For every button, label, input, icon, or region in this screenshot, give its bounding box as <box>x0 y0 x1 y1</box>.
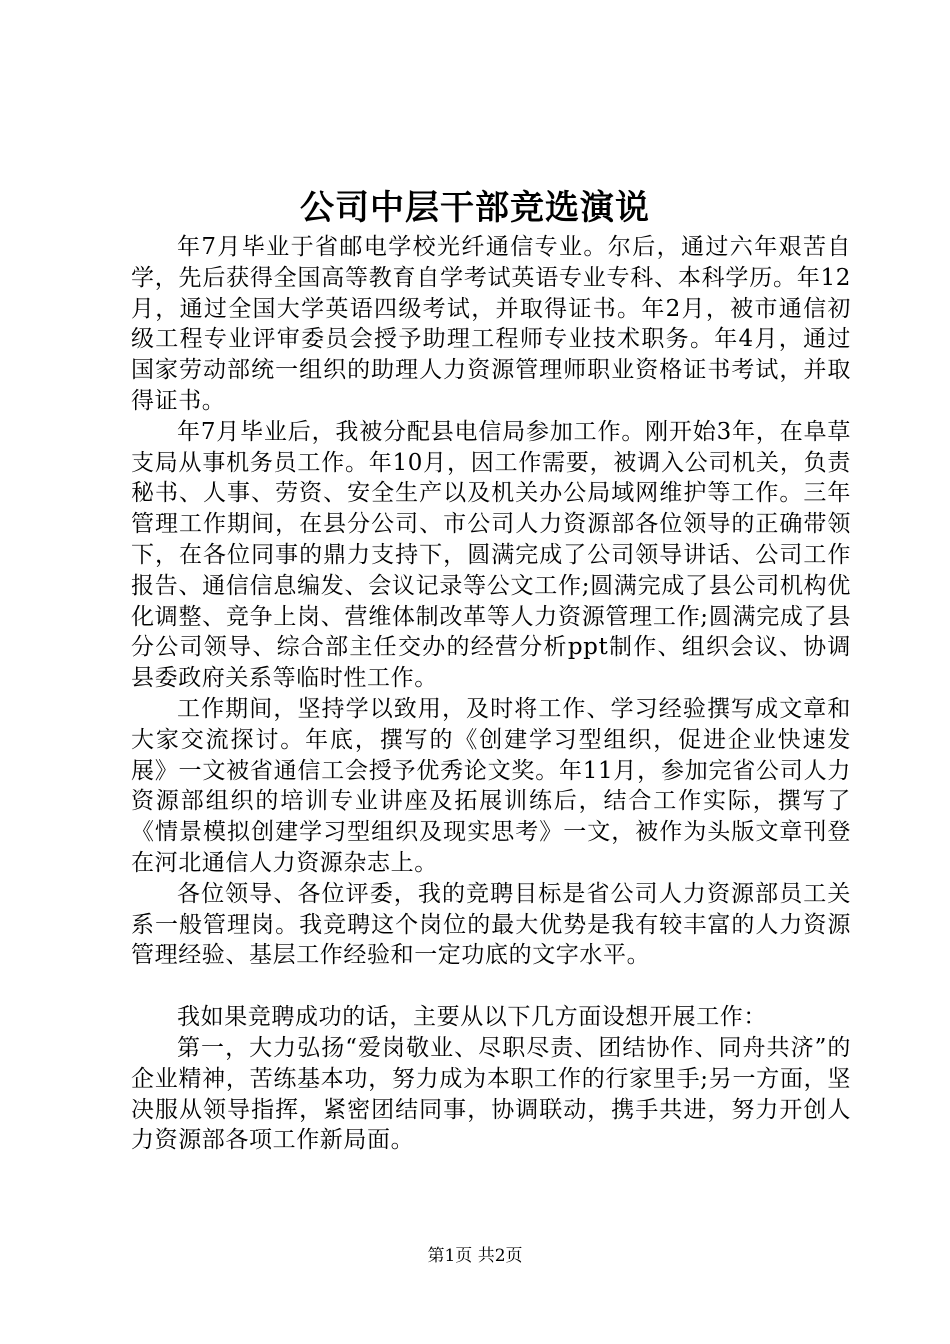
paragraph-work-experience: 年7月毕业后，我被分配县电信局参加工作。刚开始3年，在阜草支局从事机务员工作。年10月，因工作需要，被调入公司机关，负责秘书、人事、劳资、安全生产以及机关办公局域网维护等工作。三年管理工作期间，在县分公司、市公司人力资源部各位领导的正确带领下，在各位同事的鼎力支持下，圆满完成了公司领导讲话、公司工作报告、通信信息编发、会议记录等公文工作;圆满完成了县公司机构优化调整、竞争上岗、营维体制改革等人力资源管理工作;圆满完成了县分公司领导、综合部主任交办的经营分析ppt制作、组织会议、协调县委政府关系等临时性工作。 <box>131 418 851 692</box>
paragraph-plan-intro: 我如果竞聘成功的话，主要从以下几方面设想开展工作： <box>177 1004 767 1031</box>
page-footer: 第1页 共2页 <box>427 1246 523 1266</box>
paragraph-writing-achievements: 工作期间，坚持学以致用，及时将工作、学习经验撰写成文章和大家交流探讨。年底，撰写的《创建学习型组织，促进企业快速发展》一文被省通信工会授予优秀论文奖。年11月，参加完省公司人力资源部组织的培训专业讲座及拓展训练后，结合工作实际，撰写了《情景模拟创建学习型组织及现实思考》一文，被作为头版文章刊登在河北通信人力资源杂志上。 <box>131 695 851 876</box>
paragraph-education: 年7月毕业于省邮电学校光纤通信专业。尔后，通过六年艰苦自学，先后获得全国高等教育自学考试英语专业专科、本科学历。年12月，通过全国大学英语四级考试，并取得证书。年2月，被市通信初级工程专业评审委员会授予助理工程师专业技术职务。年4月，通过国家劳动部统一组织的助理人力资源管理师职业资格证书考试，并取得证书。 <box>131 234 851 414</box>
paragraph-plan-first: 第一，大力弘扬“爱岗敬业、尽职尽责、团结协作、同舟共济”的企业精神，苦练基本功，努力成为本职工作的行家里手;另一方面，坚决服从领导指挥，紧密团结同事，协调联动，携手共进，努力开创人力资源部各项工作新局面。 <box>131 1034 851 1154</box>
paragraph-target-position: 各位领导、各位评委，我的竞聘目标是省公司人力资源部员工关系一般管理岗。我竞聘这个岗位的最大优势是我有较丰富的人力资源管理经验、基层工作经验和一定功底的文字水平。 <box>131 880 851 969</box>
document-title: 公司中层干部竞选演说 <box>300 188 650 228</box>
document-body <box>131 232 851 1156</box>
